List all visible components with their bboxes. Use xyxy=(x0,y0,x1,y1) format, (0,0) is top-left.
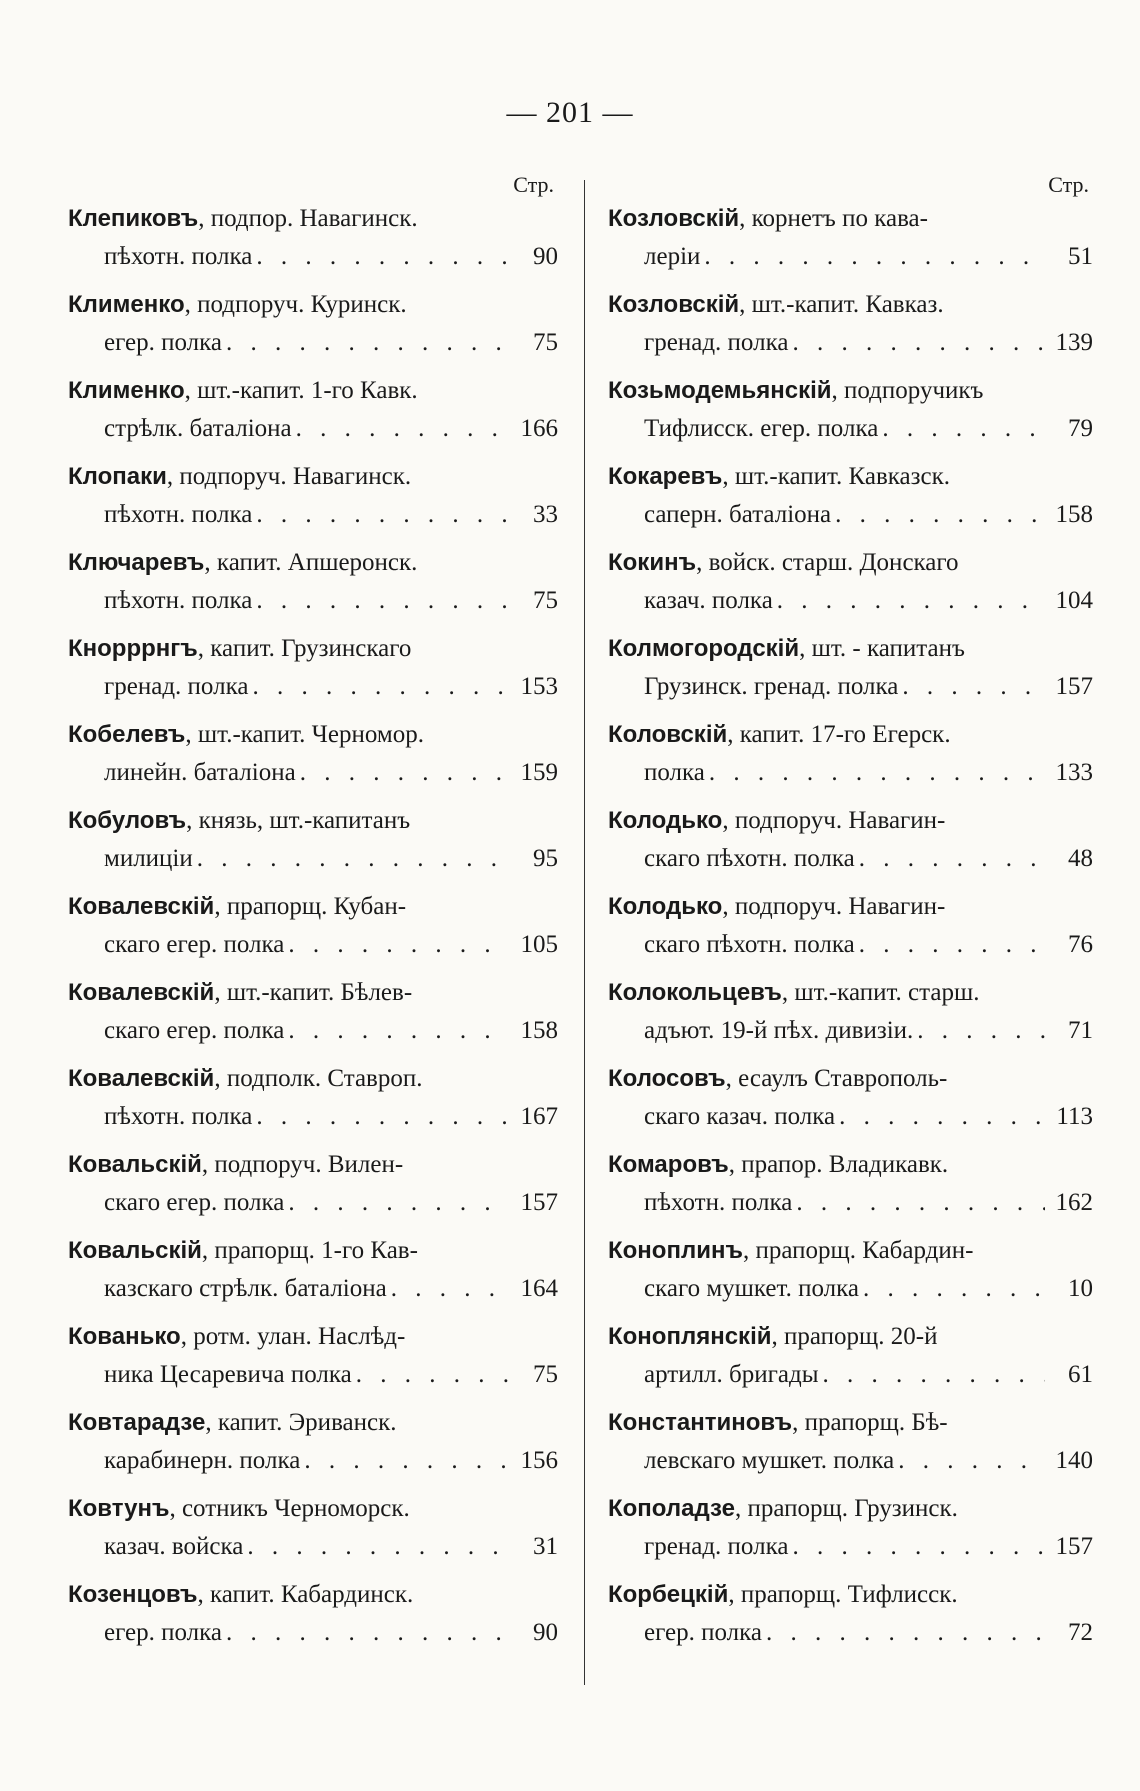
entry-name: Клепиковъ xyxy=(68,205,199,232)
entry-first-line xyxy=(608,286,1093,324)
entry-continuation: гренад. полка xyxy=(644,329,789,356)
entry-description: , капит. 17-го Егерск. xyxy=(727,721,951,748)
entry-description: , сотникъ Черноморск. xyxy=(169,1495,410,1522)
entry-name: Клименко xyxy=(68,377,185,404)
entry-first-line xyxy=(68,716,558,754)
entry-first-line xyxy=(68,1490,558,1528)
entry-continuation: пѣхотн. полка xyxy=(104,1103,253,1130)
index-entry xyxy=(608,372,1093,458)
entry-second-line xyxy=(68,668,558,706)
entry-description: , князь, шт.-капитанъ xyxy=(186,807,411,834)
entry-continuation: скаго егер. полка xyxy=(104,1189,285,1216)
entry-name: Кокаревъ xyxy=(608,463,723,490)
entry-description: , подпоруч. Куринск. xyxy=(184,291,407,318)
dot-leader xyxy=(197,840,510,878)
index-entry xyxy=(608,1490,1093,1576)
entry-page-number: 95 xyxy=(533,845,558,872)
entry-description: , подпоруч. Навагинск. xyxy=(166,463,412,490)
entry-continuation: саперн. баталіона xyxy=(644,501,832,528)
entry-page-number: 71 xyxy=(1068,1017,1093,1044)
entry-name: Коноплинъ xyxy=(608,1237,743,1264)
dot-leader xyxy=(226,1614,510,1652)
entry-description: , есаулъ Ставрополь- xyxy=(725,1065,948,1092)
index-entry xyxy=(68,1404,558,1490)
index-entry xyxy=(608,544,1093,630)
entry-second-line xyxy=(68,1012,558,1050)
index-entry xyxy=(608,1404,1093,1490)
dot-leader xyxy=(256,496,510,534)
entry-description: , войск. старш. Донскаго xyxy=(696,549,959,576)
entry-second-line xyxy=(608,668,1093,706)
entry-description: , шт.-капит. старш. xyxy=(781,979,980,1006)
dot-leader xyxy=(304,1442,510,1480)
entry-page-number: 133 xyxy=(1055,759,1093,786)
entry-continuation: скаго мушкет. полка xyxy=(644,1275,859,1302)
entry-name: Ковтунъ xyxy=(68,1495,170,1522)
entry-page-number: 51 xyxy=(1068,243,1093,270)
entry-continuation: скаго пѣхотн. полка xyxy=(644,931,855,958)
entry-second-line xyxy=(608,238,1093,276)
entry-page-number: 90 xyxy=(533,1619,558,1646)
index-entry xyxy=(68,1318,558,1404)
index-entry xyxy=(608,1146,1093,1232)
entry-first-line xyxy=(608,630,1093,668)
entry-page-number: 162 xyxy=(1055,1189,1093,1216)
entry-name: Клопаки xyxy=(68,463,167,490)
entry-first-line xyxy=(608,1404,1093,1442)
entry-description: , ротм. улан. Наслѣд- xyxy=(180,1323,406,1350)
dot-leader xyxy=(256,238,510,276)
index-entry xyxy=(608,200,1093,286)
entry-description: , подпор. Навагинск. xyxy=(198,205,418,232)
entry-page-number: 90 xyxy=(533,243,558,270)
entry-continuation: пѣхотн. полка xyxy=(104,243,253,270)
entry-name: Константиновъ xyxy=(608,1409,793,1436)
entry-page-number: 75 xyxy=(533,329,558,356)
entry-continuation: милиціи xyxy=(104,845,193,872)
entry-continuation: казач. войска xyxy=(104,1533,244,1560)
entry-continuation: егер. полка xyxy=(644,1619,763,1646)
page-number: — 201 — xyxy=(506,96,634,129)
entry-description: , подпоруч. Навагин- xyxy=(722,807,946,834)
entry-page-number: 164 xyxy=(520,1275,558,1302)
entry-description: , прапорщ. 1-го Кав- xyxy=(201,1237,418,1264)
entry-second-line xyxy=(608,926,1093,964)
dot-leader xyxy=(252,668,510,706)
entry-first-line xyxy=(608,372,1093,410)
entry-first-line xyxy=(68,888,558,926)
entry-name: Кобелевъ xyxy=(68,721,186,748)
entry-name: Колосовъ xyxy=(608,1065,726,1092)
entry-page-number: 75 xyxy=(533,1361,558,1388)
entry-first-line xyxy=(608,1490,1093,1528)
index-entry xyxy=(68,630,558,716)
entry-second-line xyxy=(68,1614,558,1652)
dot-leader xyxy=(792,1528,1045,1566)
entry-continuation: скаго егер. полка xyxy=(104,1017,285,1044)
entry-page-number: 75 xyxy=(533,587,558,614)
entry-second-line xyxy=(608,1184,1093,1222)
dot-leader xyxy=(859,840,1045,878)
entry-continuation: артилл. бригады xyxy=(644,1361,819,1388)
dot-leader xyxy=(796,1184,1045,1222)
entry-description: , прапорщ. Грузинск. xyxy=(734,1495,958,1522)
index-entry xyxy=(68,888,558,974)
index-entry xyxy=(608,802,1093,888)
entry-description: , капит. Эриванск. xyxy=(205,1409,397,1436)
entry-name: Колокольцевъ xyxy=(608,979,782,1006)
entry-first-line xyxy=(68,1576,558,1614)
entry-first-line xyxy=(608,974,1093,1012)
entry-continuation: егер. полка xyxy=(104,329,223,356)
entry-page-number: 157 xyxy=(1055,673,1093,700)
entry-continuation: скаго казач. полка xyxy=(644,1103,836,1130)
entry-continuation: казскаго стрѣлк. баталіона xyxy=(104,1275,387,1302)
dot-leader xyxy=(839,1098,1045,1136)
page-column-header: Стр. xyxy=(513,172,554,197)
dot-leader xyxy=(296,410,510,448)
entry-name: Козловскій xyxy=(608,205,740,232)
left-column xyxy=(68,170,558,1662)
entry-description: , шт.-капит. Черномор. xyxy=(185,721,424,748)
entry-description: , прапорщ. Кубан- xyxy=(214,893,407,920)
entry-name: Кобуловъ xyxy=(68,807,187,834)
dot-leader xyxy=(226,324,510,362)
entry-page-number: 31 xyxy=(533,1533,558,1560)
entry-page-number: 105 xyxy=(520,931,558,958)
entry-first-line xyxy=(68,286,558,324)
entry-first-line xyxy=(68,1146,558,1184)
index-entry xyxy=(608,1576,1093,1662)
entry-second-line xyxy=(608,1098,1093,1136)
entry-name: Ковальскій xyxy=(68,1237,202,1264)
entry-first-line xyxy=(608,802,1093,840)
entry-page-number: 158 xyxy=(520,1017,558,1044)
entry-name: Ковалевскій xyxy=(68,979,215,1006)
index-entry xyxy=(68,544,558,630)
index-entry xyxy=(68,802,558,888)
entry-first-line xyxy=(608,1060,1093,1098)
entry-first-line xyxy=(68,458,558,496)
entry-description: , корнетъ по кава- xyxy=(739,205,928,232)
entry-first-line xyxy=(68,372,558,410)
entry-page-number: 33 xyxy=(533,501,558,528)
entry-page-number: 79 xyxy=(1068,415,1093,442)
index-entry xyxy=(608,630,1093,716)
entry-description: , капит. Апшеронск. xyxy=(204,549,418,576)
entry-description: , подпоручикъ xyxy=(831,377,984,404)
entry-description: , прапорщ. Тифлисск. xyxy=(728,1581,958,1608)
entry-page-number: 167 xyxy=(520,1103,558,1130)
entry-description: , капит. Кабардинск. xyxy=(197,1581,414,1608)
entry-name: Коноплянскій xyxy=(608,1323,772,1350)
entry-continuation: егер. полка xyxy=(104,1619,223,1646)
entry-continuation: левскаго мушкет. полка xyxy=(644,1447,895,1474)
entry-first-line xyxy=(608,1232,1093,1270)
entry-second-line xyxy=(68,238,558,276)
entry-second-line xyxy=(68,324,558,362)
entry-second-line xyxy=(608,324,1093,362)
entry-page-number: 139 xyxy=(1055,329,1093,356)
entry-second-line xyxy=(68,1270,558,1308)
entry-continuation: полка xyxy=(644,759,705,786)
entry-second-line xyxy=(68,1528,558,1566)
entry-description: , подпоруч. Навагин- xyxy=(722,893,946,920)
right-column xyxy=(608,170,1093,1662)
entry-list xyxy=(608,200,1093,1662)
entry-continuation: Грузинск. гренад. полка xyxy=(644,673,899,700)
entry-name: Кокинъ xyxy=(608,549,697,576)
entry-continuation: скаго егер. полка xyxy=(104,931,285,958)
entry-name: Кнорррнгъ xyxy=(68,635,198,662)
dot-leader xyxy=(288,926,510,964)
entry-description: , шт. - капитанъ xyxy=(799,635,965,662)
entry-continuation: линейн. баталіона xyxy=(104,759,296,786)
entry-list xyxy=(68,200,558,1662)
entry-page-number: 159 xyxy=(520,759,558,786)
entry-description: , прапорщ. Бѣ- xyxy=(792,1409,948,1436)
entry-name: Кополадзе xyxy=(608,1495,735,1522)
entry-name: Комаровъ xyxy=(608,1151,729,1178)
index-entry xyxy=(68,372,558,458)
entry-continuation: гренад. полка xyxy=(644,1533,789,1560)
index-entry xyxy=(608,888,1093,974)
entry-continuation: пѣхотн. полка xyxy=(104,587,253,614)
dot-leader xyxy=(823,1356,1046,1394)
entry-description: , прапор. Владикавк. xyxy=(728,1151,949,1178)
entry-page-number: 166 xyxy=(520,415,558,442)
entry-page-number: 113 xyxy=(1056,1103,1093,1130)
dot-leader xyxy=(898,1442,1045,1480)
index-entry xyxy=(608,1318,1093,1404)
index-entry xyxy=(608,1060,1093,1146)
index-entry xyxy=(68,458,558,544)
dot-leader xyxy=(256,1098,510,1136)
dot-leader xyxy=(288,1184,510,1222)
dot-leader xyxy=(882,410,1045,448)
entry-second-line xyxy=(68,1184,558,1222)
column-divider xyxy=(584,180,585,1685)
dot-leader xyxy=(247,1528,510,1566)
entry-first-line xyxy=(608,888,1093,926)
index-entry xyxy=(68,716,558,802)
index-entry xyxy=(68,200,558,286)
index-entry xyxy=(608,1232,1093,1318)
entry-page-number: 156 xyxy=(520,1447,558,1474)
entry-continuation: казач. полка xyxy=(644,587,773,614)
dot-leader xyxy=(704,238,1045,276)
entry-second-line xyxy=(68,926,558,964)
entry-continuation: стрѣлк. баталіона xyxy=(104,415,292,442)
entry-second-line xyxy=(68,1098,558,1136)
entry-second-line xyxy=(68,582,558,620)
entry-description: , подполк. Ставроп. xyxy=(214,1065,423,1092)
entry-continuation: ника Цесаревича полка xyxy=(104,1361,352,1388)
entry-second-line xyxy=(68,754,558,792)
index-entry xyxy=(68,1576,558,1662)
entry-first-line xyxy=(608,716,1093,754)
entry-first-line xyxy=(68,1318,558,1356)
entry-description: , прапорщ. Кабардин- xyxy=(742,1237,974,1264)
entry-second-line xyxy=(68,840,558,878)
entry-first-line xyxy=(68,1232,558,1270)
index-entry xyxy=(68,974,558,1060)
entry-first-line xyxy=(68,1404,558,1442)
page-column-header: Стр. xyxy=(1048,172,1089,197)
entry-continuation: леріи xyxy=(644,243,701,270)
entry-description: , капит. Грузинскаго xyxy=(197,635,412,662)
entry-first-line xyxy=(608,1576,1093,1614)
entry-page-number: 157 xyxy=(1055,1533,1093,1560)
entry-page-number: 140 xyxy=(1055,1447,1093,1474)
entry-page-number: 104 xyxy=(1055,587,1093,614)
index-entry xyxy=(68,1232,558,1318)
dot-leader xyxy=(766,1614,1045,1652)
entry-first-line xyxy=(68,802,558,840)
entry-name: Ковальскій xyxy=(68,1151,202,1178)
entry-name: Козенцовъ xyxy=(68,1581,198,1608)
entry-description: , подпоруч. Вилен- xyxy=(201,1151,404,1178)
entry-continuation: скаго пѣхотн. полка xyxy=(644,845,855,872)
dot-leader xyxy=(863,1270,1045,1308)
index-entry xyxy=(68,1060,558,1146)
entry-name: Ковалевскій xyxy=(68,893,215,920)
entry-second-line xyxy=(608,1614,1093,1652)
entry-second-line xyxy=(68,410,558,448)
entry-description: , шт.-капит. Бѣлев- xyxy=(214,979,413,1006)
entry-name: Колмогородскій xyxy=(608,635,800,662)
entry-description: , шт.-капит. Кавказск. xyxy=(722,463,951,490)
entry-name: Кованько xyxy=(68,1323,181,1350)
dot-leader xyxy=(917,1012,1045,1050)
index-entry xyxy=(608,974,1093,1060)
dot-leader xyxy=(288,1012,510,1050)
entry-continuation: пѣхотн. полка xyxy=(644,1189,793,1216)
dot-leader xyxy=(777,582,1045,620)
entry-page-number: 153 xyxy=(520,673,558,700)
entry-second-line xyxy=(68,1442,558,1480)
dot-leader xyxy=(835,496,1045,534)
entry-second-line xyxy=(68,1356,558,1394)
entry-first-line xyxy=(68,974,558,1012)
entry-first-line xyxy=(608,1146,1093,1184)
entry-first-line xyxy=(608,458,1093,496)
index-entry xyxy=(68,1490,558,1576)
entry-second-line xyxy=(608,410,1093,448)
entry-page-number: 158 xyxy=(1055,501,1093,528)
entry-name: Колодько xyxy=(608,893,723,920)
entry-description: , шт.-капит. Кавказ. xyxy=(739,291,944,318)
dot-leader xyxy=(709,754,1045,792)
entry-continuation: адъют. 19-й пѣх. дивизіи. xyxy=(644,1017,914,1044)
index-entry xyxy=(608,286,1093,372)
entry-name: Козьмодемьянскій xyxy=(608,377,832,404)
entry-first-line xyxy=(68,1060,558,1098)
entry-description: , шт.-капит. 1-го Кавк. xyxy=(184,377,418,404)
entry-page-number: 72 xyxy=(1068,1619,1093,1646)
index-entry xyxy=(608,458,1093,544)
entry-second-line xyxy=(608,754,1093,792)
entry-second-line xyxy=(608,1528,1093,1566)
entry-first-line xyxy=(608,200,1093,238)
entry-description: , прапорщ. 20-й xyxy=(771,1323,938,1350)
dot-leader xyxy=(256,582,510,620)
entry-first-line xyxy=(68,544,558,582)
entry-page-number: 61 xyxy=(1068,1361,1093,1388)
entry-second-line xyxy=(608,1012,1093,1050)
entry-first-line xyxy=(68,200,558,238)
entry-second-line xyxy=(608,1356,1093,1394)
entry-continuation: Тифлисск. егер. полка xyxy=(644,415,879,442)
dot-leader xyxy=(792,324,1045,362)
entry-first-line xyxy=(68,630,558,668)
dot-leader xyxy=(356,1356,510,1394)
entry-first-line xyxy=(608,544,1093,582)
entry-second-line xyxy=(608,582,1093,620)
entry-name: Корбецкій xyxy=(608,1581,729,1608)
entry-page-number: 76 xyxy=(1068,931,1093,958)
entry-page-number: 48 xyxy=(1068,845,1093,872)
dot-leader xyxy=(300,754,510,792)
entry-continuation: пѣхотн. полка xyxy=(104,501,253,528)
index-entry xyxy=(68,1146,558,1232)
dot-leader xyxy=(902,668,1045,706)
entry-second-line xyxy=(608,1442,1093,1480)
dot-leader xyxy=(391,1270,510,1308)
entry-page-number: 157 xyxy=(520,1189,558,1216)
entry-name: Ковтарадзе xyxy=(68,1409,206,1436)
entry-continuation: гренад. полка xyxy=(104,673,249,700)
entry-name: Козловскій xyxy=(608,291,740,318)
entry-page-number: 10 xyxy=(1068,1275,1093,1302)
index-entry xyxy=(68,286,558,372)
entry-name: Клименко xyxy=(68,291,185,318)
entry-name: Ключаревъ xyxy=(68,549,205,576)
entry-second-line xyxy=(68,496,558,534)
entry-second-line xyxy=(608,1270,1093,1308)
entry-name: Колодько xyxy=(608,807,723,834)
entry-second-line xyxy=(608,840,1093,878)
entry-first-line xyxy=(608,1318,1093,1356)
entry-name: Коловскій xyxy=(608,721,728,748)
dot-leader xyxy=(859,926,1045,964)
entry-name: Ковалевскій xyxy=(68,1065,215,1092)
entry-continuation: карабинерн. полка xyxy=(104,1447,301,1474)
entry-second-line xyxy=(608,496,1093,534)
index-entry xyxy=(608,716,1093,802)
